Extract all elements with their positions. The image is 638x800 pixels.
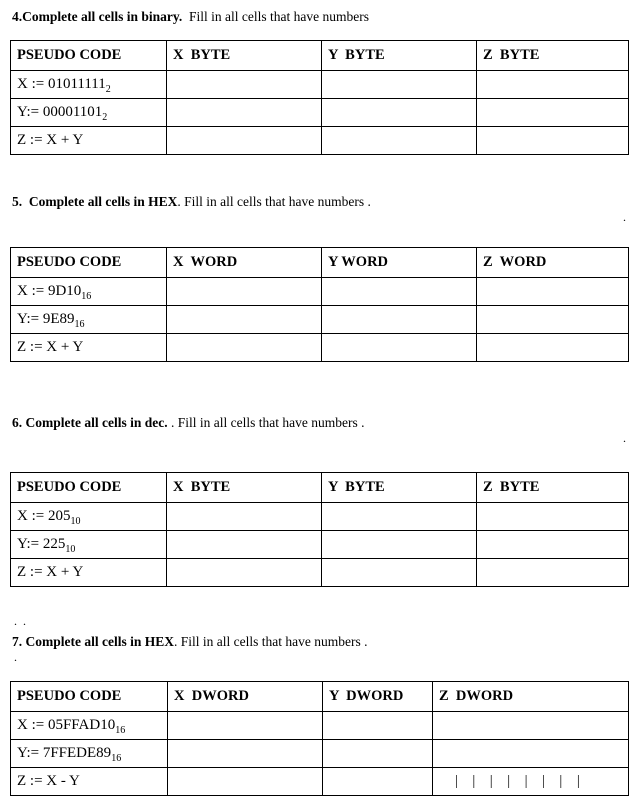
header-pseudo-code: PSEUDO CODE [11, 473, 167, 503]
exercise-5-table [10, 247, 629, 362]
header-z-word: Z WORD [477, 248, 629, 278]
answer-cell[interactable] [477, 99, 629, 127]
answer-cell[interactable] [167, 278, 322, 306]
exercise-6-heading-bold: 6. Complete all cells in dec. [12, 415, 168, 431]
pseudo-code-text: Y:= 7FFEDE89 [17, 745, 112, 762]
exercise-6-table [10, 472, 629, 587]
radix-subscript: 2 [102, 112, 108, 124]
header-y-word: Y WORD [322, 248, 477, 278]
answer-cell[interactable] [168, 768, 323, 796]
table-row [11, 306, 629, 334]
pseudo-code-text: Z := X + Y [17, 564, 84, 581]
table-row [11, 127, 629, 155]
answer-cell[interactable] [167, 503, 322, 531]
pseudo-code-cell [11, 531, 167, 559]
answer-cell[interactable] [167, 127, 322, 155]
radix-subscript: 2 [105, 84, 111, 96]
table-row [11, 559, 629, 587]
pseudo-code-cell [11, 740, 168, 768]
answer-cell[interactable] [322, 278, 477, 306]
exercise-section-5 [10, 193, 628, 362]
pseudo-code-text: X := 205 [17, 508, 71, 525]
header-pseudo-code: PSEUDO CODE [11, 682, 168, 712]
pseudo-code-cell [11, 306, 167, 334]
header-x-dword: X DWORD [168, 682, 323, 712]
header-x-byte: X BYTE [167, 41, 322, 71]
pseudo-code-cell [11, 127, 167, 155]
answer-cell[interactable] [322, 503, 477, 531]
pseudo-code-text: Y:= 9E89 [17, 311, 75, 328]
answer-cell[interactable] [322, 306, 477, 334]
header-z-byte: Z BYTE [477, 473, 629, 503]
answer-cell[interactable] [167, 559, 322, 587]
answer-cell[interactable] [433, 768, 629, 796]
exercise-section-4 [10, 8, 628, 155]
pseudo-code-cell [11, 278, 167, 306]
radix-subscript: 16 [81, 291, 92, 303]
pseudo-code-text: Y:= 00001101 [17, 104, 103, 121]
answer-cell[interactable] [477, 503, 629, 531]
exercise-6-heading-rest: . Fill in all cells that have numbers . [167, 415, 365, 431]
answer-cell[interactable] [433, 740, 629, 768]
radix-subscript: 16 [115, 725, 126, 737]
header-y-dword: Y DWORD [323, 682, 433, 712]
table-row [11, 740, 629, 768]
table-header-row [11, 682, 629, 712]
exercise-section-7 [10, 615, 628, 796]
header-y-byte: Y BYTE [322, 473, 477, 503]
answer-cell[interactable] [322, 127, 477, 155]
exercise-7-table [10, 681, 629, 796]
header-z-byte: Z BYTE [477, 41, 629, 71]
pseudo-code-cell [11, 334, 167, 362]
answer-cell[interactable] [168, 712, 323, 740]
table-header-row [11, 473, 629, 503]
radix-subscript: 10 [65, 544, 76, 556]
answer-cell[interactable] [477, 278, 629, 306]
answer-cell[interactable] [167, 306, 322, 334]
radix-subscript: 16 [111, 753, 122, 765]
answer-cell[interactable] [477, 334, 629, 362]
pseudo-code-text: X := 05FFAD10 [17, 717, 116, 734]
header-z-dword: Z DWORD [433, 682, 629, 712]
answer-cell[interactable] [322, 531, 477, 559]
table-row [11, 768, 629, 796]
answer-cell[interactable] [477, 531, 629, 559]
exercise-5-heading [12, 193, 628, 211]
header-pseudo-code: PSEUDO CODE [11, 248, 167, 278]
answer-cell[interactable] [477, 71, 629, 99]
table-header-row [11, 248, 629, 278]
exercise-4-table [10, 40, 629, 155]
answer-cell[interactable] [167, 531, 322, 559]
answer-cell[interactable] [322, 334, 477, 362]
radix-subscript: 10 [70, 516, 81, 528]
header-x-word: X WORD [167, 248, 322, 278]
exercise-7-heading-rest: . Fill in all cells that have numbers . [174, 634, 368, 650]
table-row [11, 99, 629, 127]
table-row [11, 71, 629, 99]
table-row [11, 334, 629, 362]
table-row [11, 278, 629, 306]
exercise-7-heading-bold: 7. Complete all cells in HEX [12, 634, 174, 650]
pseudo-code-cell [11, 99, 167, 127]
table-row [11, 503, 629, 531]
pseudo-code-text: Z := X + Y [17, 339, 84, 356]
exercise-4-heading [12, 8, 628, 26]
answer-cell[interactable] [322, 99, 477, 127]
header-pseudo-code: PSEUDO CODE [11, 41, 167, 71]
stray-dots: . . [14, 614, 26, 629]
answer-cell[interactable] [477, 306, 629, 334]
answer-cell[interactable] [433, 712, 629, 740]
answer-cell[interactable] [477, 559, 629, 587]
answer-cell[interactable] [323, 740, 433, 768]
pseudo-code-text: Y:= 225 [17, 536, 66, 553]
answer-cell[interactable] [323, 712, 433, 740]
pseudo-code-cell [11, 768, 168, 796]
exercise-section-6 [10, 414, 628, 587]
pseudo-code-cell [11, 71, 167, 99]
header-y-byte: Y BYTE [322, 41, 477, 71]
answer-cell[interactable] [477, 127, 629, 155]
stray-dot: . [14, 650, 17, 665]
header-x-byte: X BYTE [167, 473, 322, 503]
table-row [11, 531, 629, 559]
digit-divider-marks: | | | | | | | | [455, 773, 580, 790]
pseudo-code-text: X := 01011111 [17, 76, 106, 93]
answer-cell[interactable] [167, 334, 322, 362]
exercise-4-heading-rest: Fill in all cells that have numbers [182, 9, 369, 24]
answer-cell[interactable] [167, 99, 322, 127]
answer-cell[interactable] [168, 740, 323, 768]
stray-dot: . [623, 431, 626, 446]
pseudo-code-text: Z := X + Y [17, 132, 84, 149]
stray-dot: . [623, 210, 626, 225]
exercise-7-heading [12, 633, 628, 651]
pseudo-code-text: Z := X - Y [17, 773, 80, 790]
pseudo-code-text: X := 9D10 [17, 283, 82, 300]
exercise-5-heading-bold: 5. Complete all cells in HEX [12, 194, 178, 210]
pseudo-code-cell [11, 503, 167, 531]
answer-cell[interactable] [323, 768, 433, 796]
exercise-6-heading [12, 414, 628, 432]
table-row [11, 712, 629, 740]
pseudo-code-cell [11, 559, 167, 587]
answer-cell[interactable] [322, 559, 477, 587]
table-header-row [11, 41, 629, 71]
answer-cell[interactable] [322, 71, 477, 99]
radix-subscript: 16 [74, 319, 85, 331]
pseudo-code-cell [11, 712, 168, 740]
exercise-5-heading-rest: . Fill in all cells that have numbers . [177, 194, 371, 210]
answer-cell[interactable] [167, 71, 322, 99]
exercise-4-heading-bold: 4.Complete all cells in binary. [12, 9, 183, 24]
